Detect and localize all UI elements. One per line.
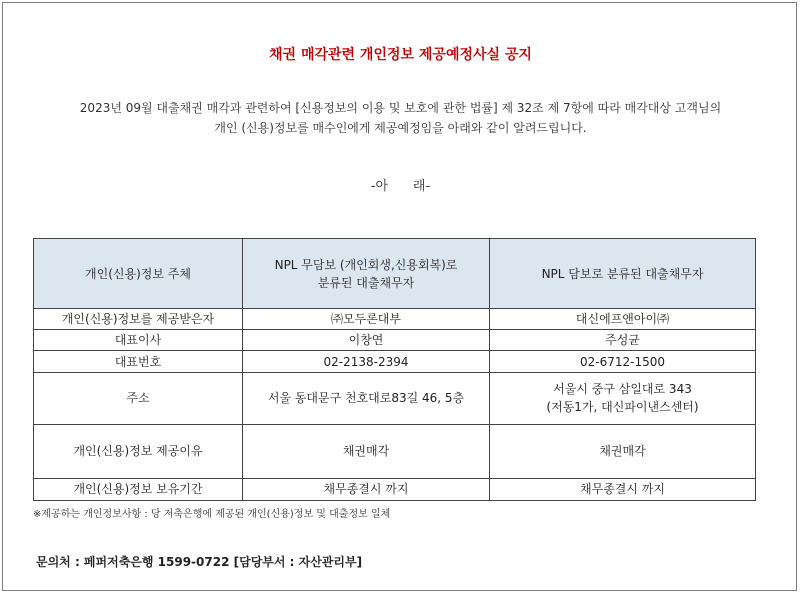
table-header-row (34, 239, 756, 309)
phone-col2: 02-6712-1500 (490, 351, 756, 372)
disclosure-table (33, 238, 756, 501)
reason-col2: 채권매각 (490, 425, 756, 479)
header-label-cell: 개인(신용)정보 주체 (34, 239, 243, 309)
header-col1-cell (243, 239, 490, 309)
row-label: 대표이사 (34, 330, 243, 351)
header-col1-line2: 분류된 대출채무자 (317, 275, 415, 290)
row-label: 대표번호 (34, 351, 243, 372)
notice-title: 채권 매각관련 개인정보 제공예정사실 공지 (269, 47, 532, 63)
address-col2-line2: (저동1가, 대신파이낸스센터) (546, 400, 699, 415)
table-row (34, 351, 756, 372)
header-col1-line1: NPL 무담보 (개인회생,신용회복)로 (274, 257, 458, 272)
table-row (34, 372, 756, 425)
address-col2 (490, 372, 756, 425)
recipient-col2: 대신에프앤아이㈜ (490, 309, 756, 330)
retention-col1: 채무종결시 까지 (243, 478, 490, 500)
table-row (34, 309, 756, 330)
ceo-col1: 이창연 (243, 330, 490, 351)
row-label: 개인(신용)정보 제공이유 (34, 425, 243, 479)
address-col2-line1: 서울시 중구 삼일대로 343 (553, 382, 692, 397)
row-label: 개인(신용)정보를 제공받은자 (34, 309, 243, 330)
intro-paragraph (30, 98, 771, 138)
recipient-col1: ㈜모두론대부 (243, 309, 490, 330)
intro-line-2: 개인 (신용)정보를 매수인에게 제공예정임을 아래와 같이 알려드립니다. (214, 121, 587, 135)
table-row (34, 330, 756, 351)
intro-line-1: 2023년 09월 대출채권 매각과 관련하여 [신용정보의 이용 및 보호에 관한 법률] 제 32조 제 7항에 따라 매각대상 고객님의 (79, 101, 722, 115)
table-row (34, 425, 756, 479)
table-row (34, 478, 756, 500)
footnote: ※제공하는 개인정보사항 : 당 저축은행에 제공된 개인(신용)정보 및 대출정보 일체 (33, 509, 391, 520)
phone-col1: 02-2138-2394 (243, 351, 490, 372)
ceo-col2: 주성균 (490, 330, 756, 351)
contact-info: 문의처 : 페퍼저축은행 1599-0722 [담당부서 : 자산관리부] (36, 555, 363, 569)
row-label: 주소 (34, 372, 243, 425)
address-col1: 서울 동대문구 천호대로83길 46, 5층 (243, 372, 490, 425)
row-label: 개인(신용)정보 보유기간 (34, 478, 243, 500)
section-mark: -아 래- (370, 179, 431, 194)
header-col2-cell: NPL 담보로 분류된 대출채무자 (490, 239, 756, 309)
retention-col2: 채무종결시 까지 (490, 478, 756, 500)
reason-col1: 채권매각 (243, 425, 490, 479)
